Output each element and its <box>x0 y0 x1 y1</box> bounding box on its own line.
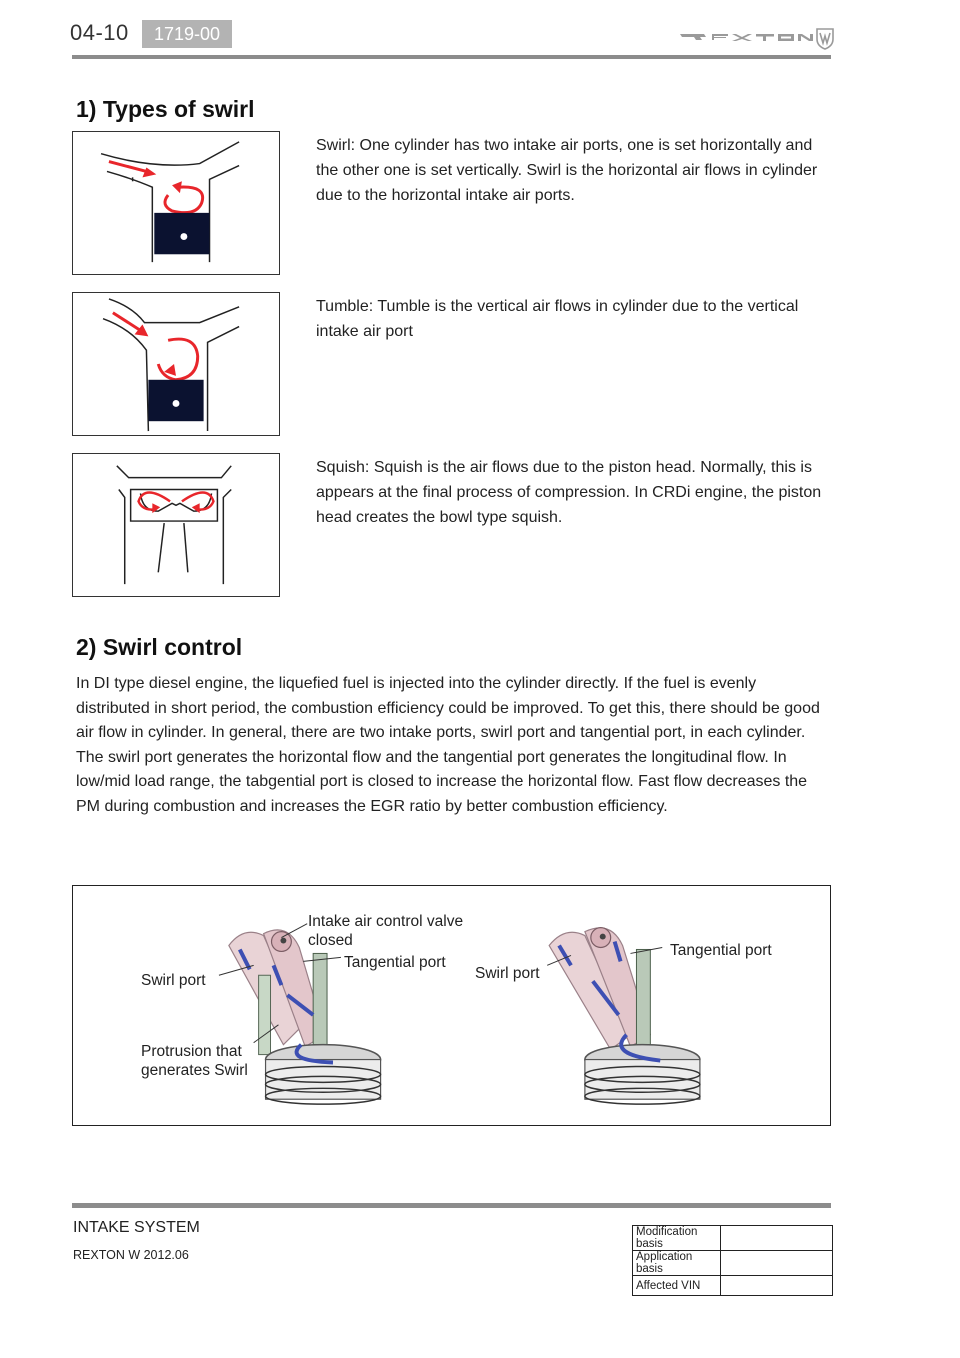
table-row <box>633 1276 833 1296</box>
label-protrusion: Protrusion that generates Swirl <box>141 1043 248 1079</box>
swirl-diagram <box>72 131 280 275</box>
label-intake-air-control-valve: Intake air control valve closed <box>308 913 464 949</box>
footer-subtitle: REXTON W 2012.06 <box>73 1248 189 1262</box>
section2-title: 2) Swirl control <box>76 634 243 660</box>
squish-diagram <box>72 453 280 597</box>
footer-rule <box>72 1203 831 1208</box>
squish-description: Squish: Squish is the air flows due to the piston head. Normally, this is appears at the final process of compression. In CRDi engine, the piston head creates the bowl type squish. <box>316 459 822 526</box>
table-cell-label: Application basis <box>633 1251 721 1276</box>
section1-title: 1) Types of swirl <box>76 96 255 122</box>
swirl-description: Swirl: One cylinder has two intake air ports, one is set horizontally and the other one is set vertically. Swirl is the horizontal air flows in cylinder due to the horizontal intake air ports. <box>316 137 818 204</box>
table-row <box>633 1251 833 1276</box>
table-cell-value <box>721 1251 833 1276</box>
footer-title: INTAKE SYSTEM <box>73 1219 200 1236</box>
rexton-logo <box>676 22 836 52</box>
table-cell-value <box>721 1276 833 1296</box>
table-row <box>633 1226 833 1251</box>
label-swirl-port-left: Swirl port <box>141 972 206 989</box>
revision-info-table <box>632 1225 833 1296</box>
label-tangential-port-right: Tangential port <box>670 942 772 959</box>
tumble-description: Tumble: Tumble is the vertical air flows in cylinder due to the vertical intake air port <box>316 298 799 340</box>
swirl-control-body: In DI type diesel engine, the liquefied fuel is injected into the cylinder directly. If the fuel is evenly distributed in short period, the combustion efficiency could be improved. To get this, there should be good air flow in cylinder. In general, there are two intake ports, swirl port and tangential port, in each cylinder. The swirl port generates the horizontal flow and the tangential port generates the longitudinal flow. In low/mid load range, the tabgential port is closed to increase the horizontal flow. Fast flow decreases the PM during combustion and increases the EGR ratio by better combustion efficiency. <box>76 675 820 815</box>
section-code-badge: 1719-00 <box>142 20 232 48</box>
header-rule <box>72 55 831 59</box>
label-swirl-port-right: Swirl port <box>475 965 540 982</box>
table-cell-label: Affected VIN <box>633 1276 721 1296</box>
page-number: 04-10 <box>70 20 129 45</box>
tumble-diagram <box>72 292 280 436</box>
table-cell-label: Modification basis <box>633 1226 721 1251</box>
label-tangential-port-left: Tangential port <box>344 954 446 971</box>
table-cell-value <box>721 1226 833 1251</box>
